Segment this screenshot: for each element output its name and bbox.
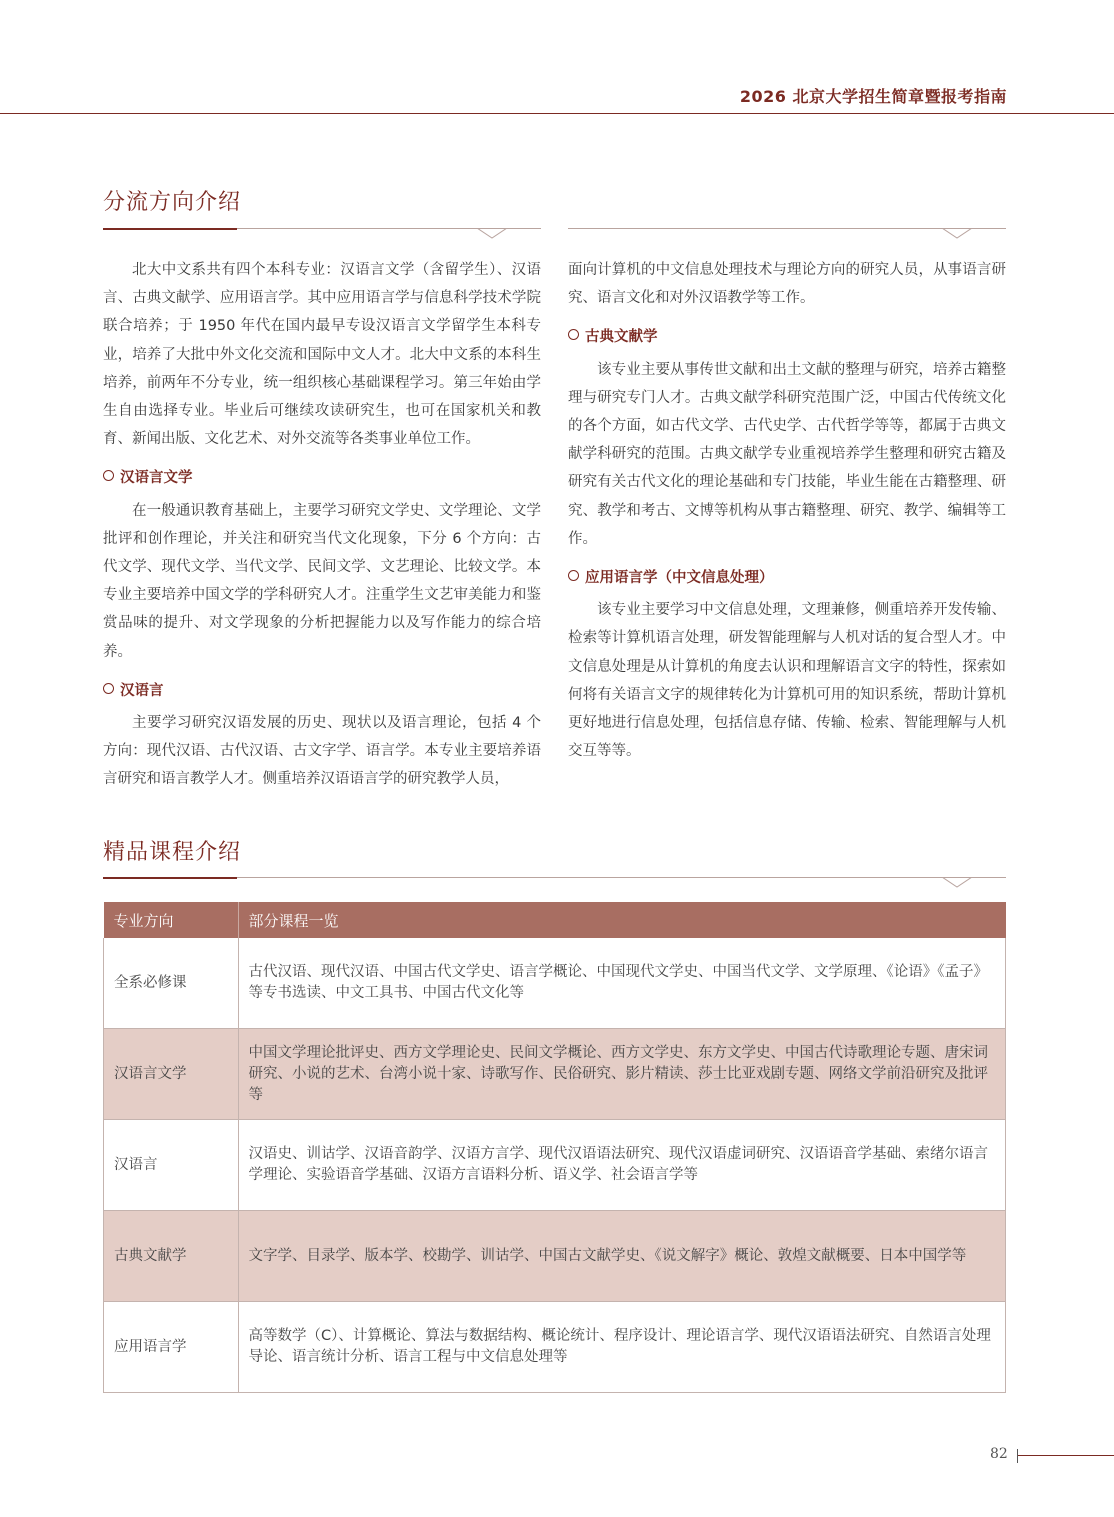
major-cell: 汉语言	[104, 1120, 239, 1211]
section-title-courses: 精品课程介绍	[103, 840, 242, 865]
column-header-courses: 部分课程一览	[238, 902, 1006, 938]
major-cell: 应用语言学	[104, 1302, 239, 1393]
table-row	[104, 938, 1006, 1029]
table-row	[104, 1211, 1006, 1302]
table-row	[104, 1120, 1006, 1211]
circle-bullet-icon	[103, 683, 114, 694]
left-column	[103, 256, 541, 794]
footer-divider	[1018, 1455, 1114, 1456]
table-header-row	[104, 902, 1006, 938]
major-heading: 汉语言文学	[103, 464, 541, 492]
courses-cell: 汉语史、训诂学、汉语音韵学、汉语方言学、现代汉语语法研究、现代汉语虚词研究、汉语语音学基础、索绪尔语言学理论、实验语音学基础、汉语方言语料分析、语义学、社会语言学等	[238, 1120, 1006, 1211]
right-column	[568, 256, 1006, 765]
table-row	[104, 1029, 1006, 1120]
chevron-down-icon	[942, 877, 972, 889]
section-title-streams: 分流方向介绍	[103, 190, 242, 215]
circle-bullet-icon	[568, 570, 579, 581]
section-divider-left	[103, 228, 541, 244]
table-row	[104, 1302, 1006, 1393]
major-description: 主要学习研究汉语发展的历史、现状以及语言理论，包括 4 个方向：现代汉语、古代汉语、古文字学、语言学。本专业主要培养语言研究和语言教学人才。侧重培养汉语语言学的研究教学人员，	[103, 715, 541, 788]
courses-cell: 文字学、目录学、版本学、校勘学、训诂学、中国古文献学史、《说文解字》概论、敦煌文献概要、日本中国学等	[238, 1211, 1006, 1302]
chevron-down-icon	[942, 228, 972, 240]
courses-cell: 高等数学（C）、计算概论、算法与数据结构、概论统计、程序设计、理论语言学、现代汉语语法研究、自然语言处理导论、语言统计分析、语言工程与中文信息处理等	[238, 1302, 1006, 1393]
section-divider-right	[568, 228, 1006, 244]
major-cell: 汉语言文学	[104, 1029, 239, 1120]
major-cell: 古典文献学	[104, 1211, 239, 1302]
major-heading: 应用语言学（中文信息处理）	[568, 564, 1006, 592]
courses-table	[103, 902, 1006, 1393]
page-header-title: 2026 北京大学招生简章暨报考指南	[739, 87, 1007, 106]
courses-cell: 古代汉语、现代汉语、中国古代文学史、语言学概论、中国现代文学史、中国当代文学、文学原理、《论语》《孟子》等专书选读、中文工具书、中国古代文化等	[238, 938, 1006, 1029]
intro-paragraph: 北大中文系共有四个本科专业：汉语言文学（含留学生）、汉语言、古典文献学、应用语言学。其中应用语言学与信息科学技术学院联合培养；于 1950 年代在国内最早专设汉语言文学留学生本科专业，培养了大批中外文化交流和国际中文人才。北大中文系的本科生培养，前两年不分专业，统一组织核心基础课程学习。第三年始由学生自由选择专业。毕业后可继续攻读研究生，也可在国家机关和教育、新闻出版、文化艺术、对外交流等各类事业单位工作。	[103, 262, 541, 448]
major-description: 该专业主要学习中文信息处理，文理兼修，侧重培养开发传输、检索等计算机语言处理，研发智能理解与人机对话的复合型人才。中文信息处理是从计算机的角度去认识和理解语言文字的特性，探索如何将有关语言文字的规律转化为计算机可用的知识系统，帮助计算机更好地进行信息处理，包括信息存储、传输、检索、智能理解与人机交互等等。	[568, 602, 1006, 760]
major-heading: 汉语言	[103, 677, 541, 705]
major-description-continued: 面向计算机的中文信息处理技术与理论方向的研究人员，从事语言研究、语言文化和对外汉语教学等工作。	[568, 262, 1006, 307]
major-description: 在一般通识教育基础上，主要学习研究文学史、文学理论、文学批评和创作理论，并关注和研究当代文化现象，下分 6 个方向：古代文学、现代文学、当代文学、民间文学、文艺理论、比较文学。本专业主要培养中国文学的学科研究人才。注重学生文艺审美能力和鉴赏品味的提升、对文学现象的分析把握能力以及写作能力的综合培养。	[103, 502, 541, 660]
footer-divider-vertical	[1017, 1449, 1018, 1463]
chevron-down-icon	[477, 228, 507, 240]
major-description: 该专业主要从事传世文献和出土文献的整理与研究，培养古籍整理与研究专门人才。古典文献学科研究范围广泛，中国古代传统文化的各个方面，如古代文学、古代史学、古代哲学等等，都属于古典文献学科研究的范围。古典文献学专业重视培养学生整理和研究古籍及研究有关古代文化的理论基础和专门技能，毕业生能在古籍整理、研究、教学和考古、文博等机构从事古籍整理、研究、教学、编辑等工作。	[568, 361, 1006, 547]
circle-bullet-icon	[103, 470, 114, 481]
page-number: 82	[990, 1446, 1008, 1462]
column-header-major: 专业方向	[104, 902, 239, 938]
major-cell: 全系必修课	[104, 938, 239, 1029]
major-heading: 古典文献学	[568, 323, 1006, 351]
circle-bullet-icon	[568, 329, 579, 340]
section-divider-full	[103, 877, 1006, 893]
courses-cell: 中国文学理论批评史、西方文学理论史、民间文学概论、西方文学史、东方文学史、中国古代诗歌理论专题、唐宋词研究、小说的艺术、台湾小说十家、诗歌写作、民俗研究、影片精读、莎士比亚戏剧专题、网络文学前沿研究及批评等	[238, 1029, 1006, 1120]
header-divider	[0, 113, 1114, 114]
